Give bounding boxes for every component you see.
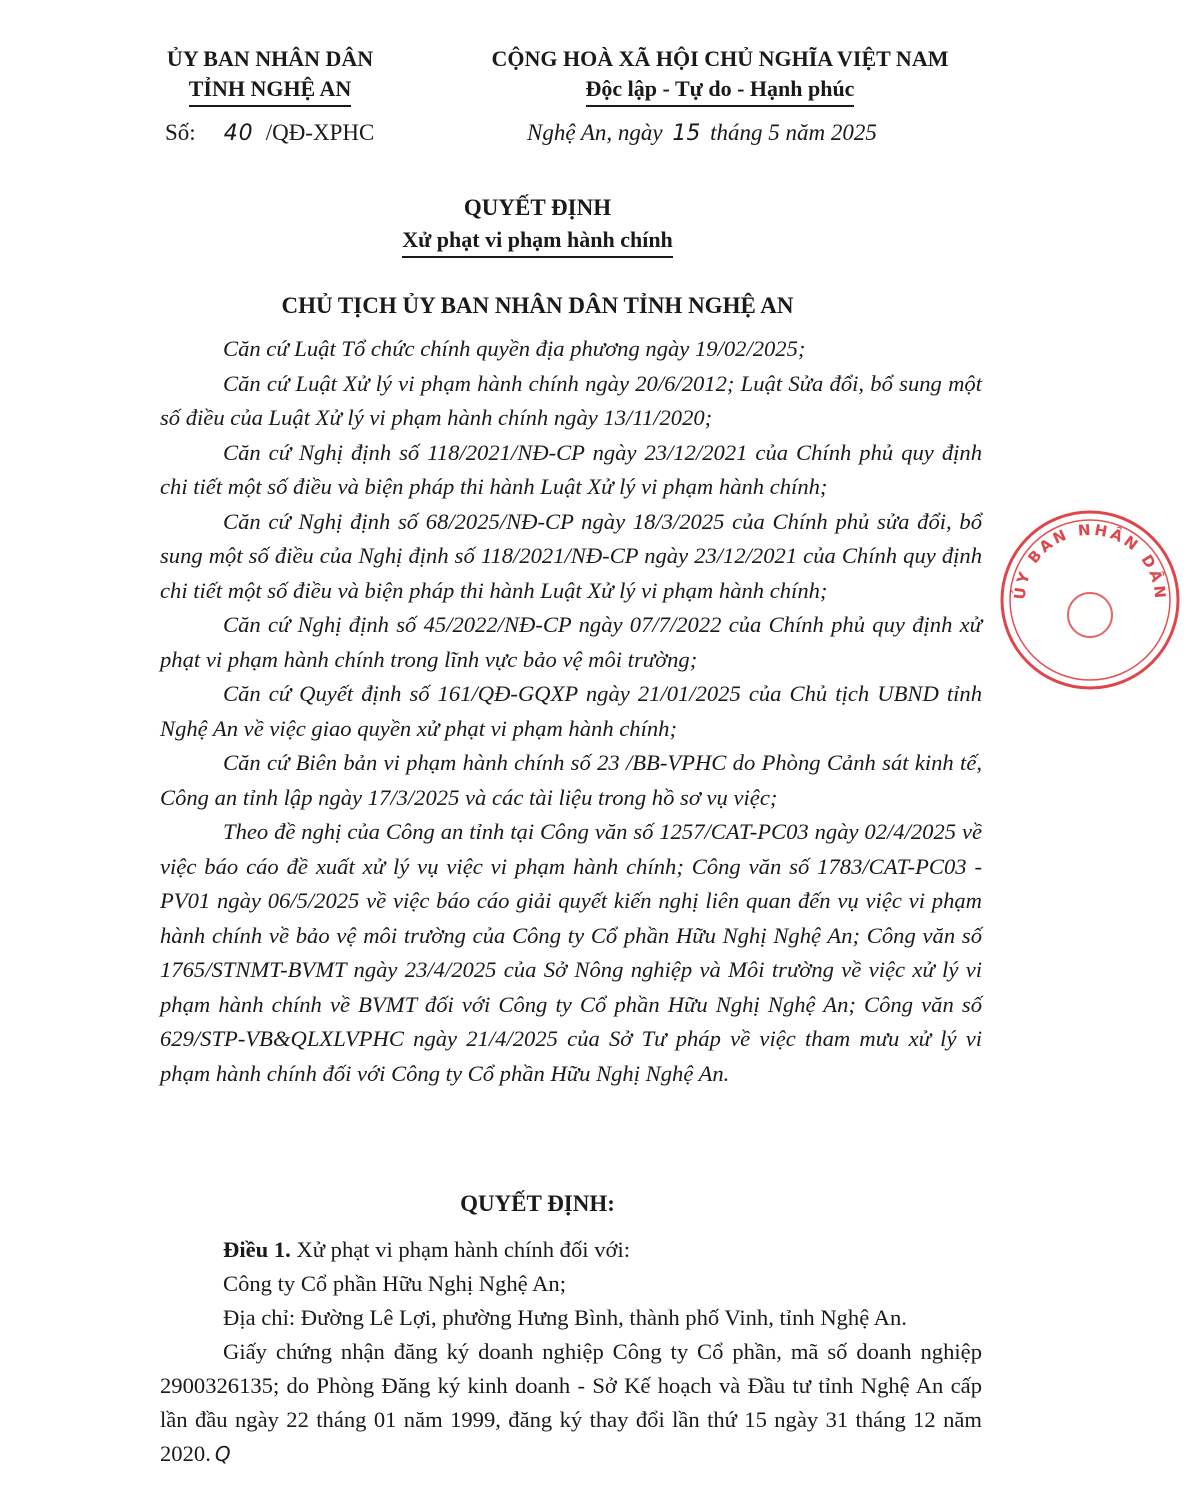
red-seal-stamp bbox=[995, 505, 1185, 695]
basis-paragraph: Căn cứ Nghị định số 45/2022/NĐ-CP ngày 07/7/2022 của Chính phủ quy định xử phạt vi phạm hành chính trong lĩnh vực bảo vệ môi trường; bbox=[160, 612, 982, 672]
nation-line-2: Độc lập - Tự do - Hạnh phúc bbox=[586, 74, 855, 107]
basis-paragraph: Căn cứ Luật Tổ chức chính quyền địa phương ngày 19/02/2025; bbox=[223, 336, 806, 361]
basis-paragraph: Căn cứ Luật Xử lý vi phạm hành chính ngày 20/6/2012; Luật Sửa đổi, bổ sung một số điều của Luật Xử lý vi phạm hành chính ngày 13/11/2020; bbox=[160, 370, 982, 430]
basis-paragraph: Theo đề nghị của Công an tỉnh tại Công văn số 1257/CAT-PC03 ngày 02/4/2025 về việc báo cáo đề xuất xử lý vụ việc vi phạm hành chính; Công văn số 1783/CAT-PC03 - PV01 ngày 06/5/2025 về việc báo cáo giải quyết kiến nghị liên quan đến vụ việc vi phạm hành chính về bảo vệ môi trường của Công ty Cổ phần Hữu Nghị Nghệ An; Công văn số 1765/STNMT-BVMT ngày 23/4/2025 của Sở Nông nghiệp và Môi trường về việc xử lý vi phạm hành chính về BVMT đối với Công ty Cổ phần Hữu Nghị Nghệ An; Công văn số 629/STP-VB&QLXLVPHC ngày 21/4/2025 của Sở Tư pháp về việc tham mưu xử lý vi phạm hành chính đối với Công ty Cổ phần Hữu Nghị Nghệ An. bbox=[160, 819, 982, 1086]
date-prefix: Nghệ An, ngày bbox=[527, 120, 663, 145]
document-type: QUYẾT ĐỊNH bbox=[463, 195, 612, 220]
number-label: Số: bbox=[165, 120, 196, 145]
company-name: Công ty Cổ phần Hữu Nghị Nghệ An; bbox=[223, 1271, 566, 1296]
decision-heading: QUYẾT ĐỊNH: bbox=[460, 1191, 615, 1216]
nation-line-1: CỘNG HOÀ XÃ HỘI CHỦ NGHĨA VIỆT NAM bbox=[491, 46, 949, 71]
org-line-1: ỦY BAN NHÂN DÂN bbox=[166, 46, 374, 71]
national-motto bbox=[455, 44, 985, 107]
number-value: 40 bbox=[223, 121, 254, 146]
basis-paragraph: Căn cứ Nghị định số 118/2021/NĐ-CP ngày 23/12/2021 của Chính phủ quy định chi tiết một số điều và biện pháp thi hành Luật Xử lý vi phạm hành chính; bbox=[160, 439, 982, 499]
number-suffix: /QĐ-XPHC bbox=[265, 120, 375, 145]
article-label: Điều 1. bbox=[223, 1237, 291, 1262]
company-address: Địa chỉ: Đường Lê Lợi, phường Hưng Bình, thành phố Vinh, tỉnh Nghệ An. bbox=[223, 1305, 907, 1330]
date-day: 15 bbox=[672, 121, 701, 146]
seal-inner-ring bbox=[1010, 520, 1170, 680]
legal-basis bbox=[160, 332, 982, 1091]
document-number bbox=[165, 120, 374, 146]
seal-text: ỦY BAN NHÂN DÂN bbox=[1010, 520, 1170, 602]
date-suffix: tháng 5 năm 2025 bbox=[710, 120, 877, 145]
basis-paragraph: Căn cứ Nghị định số 68/2025/NĐ-CP ngày 18/3/2025 của Chính phủ sửa đổi, bổ sung một số điều của Nghị định số 118/2021/NĐ-CP ngày 23/12/2021 của Chính quy định chi tiết một số điều và biện pháp thi hành Luật Xử lý vi phạm hành chính; bbox=[160, 508, 982, 603]
article-intro: Xử phạt vi phạm hành chính đối với: bbox=[296, 1237, 630, 1262]
signing-authority: CHỦ TỊCH ỦY BAN NHÂN DÂN TỈNH NGHỆ AN bbox=[281, 293, 794, 318]
initial-mark: Q bbox=[214, 1442, 231, 1466]
registration-info: Giấy chứng nhận đăng ký doanh nghiệp Công ty Cổ phần, mã số doanh nghiệp 2900326135; do Phòng Đăng ký kinh doanh - Sở Kế hoạch và Đầu tư tỉnh Nghệ An cấp lần đầu ngày 22 tháng 01 năm 1999, đăng ký thay đổi lần thứ 15 ngày 31 tháng 12 năm 2020. bbox=[160, 1339, 982, 1466]
basis-paragraph: Căn cứ Quyết định số 161/QĐ-GQXP ngày 21/01/2025 của Chủ tịch UBND tỉnh Nghệ An về việc giao quyền xử phạt vi phạm hành chính; bbox=[160, 681, 982, 741]
basis-paragraph: Căn cứ Biên bản vi phạm hành chính số 23 /BB-VPHC do Phòng Cảnh sát kinh tế, Công an tỉnh lập ngày 17/3/2025 và các tài liệu trong hồ sơ vụ việc; bbox=[160, 750, 982, 810]
org-line-2: TỈNH NGHỆ AN bbox=[189, 74, 352, 107]
seal-emblem bbox=[1068, 593, 1112, 637]
document-date bbox=[527, 120, 877, 146]
document-subject: Xử phạt vi phạm hành chính bbox=[402, 227, 673, 258]
article-1 bbox=[160, 1233, 982, 1471]
issuing-authority bbox=[110, 44, 430, 107]
